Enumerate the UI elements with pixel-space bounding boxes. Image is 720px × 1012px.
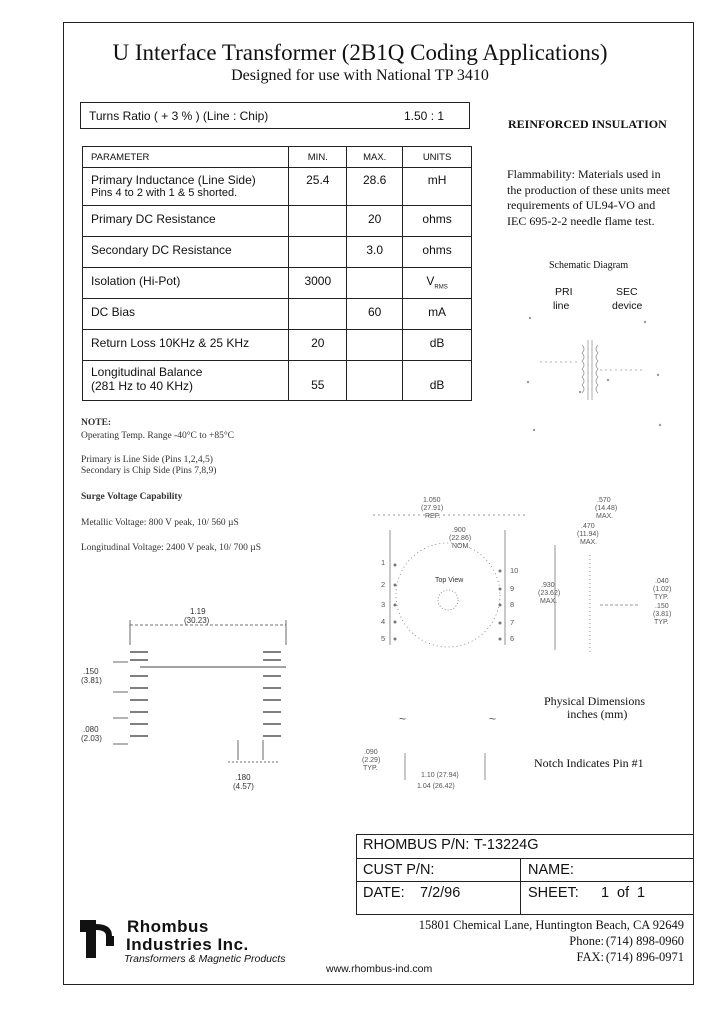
- dim-570-max: MAX.: [596, 513, 614, 520]
- header-parameter: PARAMETER: [83, 147, 289, 168]
- min-value: 25.4: [289, 168, 347, 206]
- units-value: ohms: [403, 206, 472, 237]
- notch-label: Notch Indicates Pin #1: [534, 756, 644, 770]
- header-max: MAX.: [347, 147, 403, 168]
- table-row: [83, 299, 472, 330]
- dim-470-mm: (11.94): [577, 531, 599, 538]
- dim-090-mm: (2.29): [362, 757, 381, 764]
- dim-119: 1.19: [190, 607, 206, 616]
- dim-1050-ref: REF.: [425, 513, 441, 520]
- units-value: mA: [403, 299, 472, 330]
- min-value: 55: [289, 361, 347, 401]
- phone-number: (714) 898-0960: [605, 934, 684, 948]
- pin-label-right: 7: [510, 618, 515, 627]
- pin-label-right: 8: [510, 600, 515, 609]
- max-value: 60: [347, 299, 403, 330]
- surge-metallic: Metallic Voltage: 800 V peak, 10/ 560 µS: [81, 518, 239, 528]
- fax-label: FAX:: [576, 950, 604, 964]
- dim-1050: 1.050: [423, 497, 441, 504]
- min-value: 3000: [289, 268, 347, 299]
- table-row: [83, 206, 472, 237]
- dim-930-max: MAX.: [540, 598, 558, 605]
- turns-ratio-box: [80, 102, 470, 129]
- rhombus-logo-icon: [78, 918, 120, 960]
- wavy-mark-icon: ~: [489, 712, 497, 726]
- max-value: [347, 361, 403, 401]
- dim-040: .040: [655, 578, 669, 585]
- note-primary: Primary is Line Side (Pins 1,2,4,5): [81, 455, 213, 465]
- max-value: [347, 330, 403, 361]
- dim-080: .080: [83, 725, 99, 734]
- units-value: ohms: [403, 237, 472, 268]
- schematic-pri-sub: line: [553, 300, 570, 312]
- max-value: 3.0: [347, 237, 403, 268]
- dim-900-nom: NOM.: [452, 543, 471, 550]
- cust-pn-label: CUST P/N:: [363, 862, 435, 878]
- rhombus-pn-value: T-13224G: [474, 837, 539, 853]
- dim-040-typ: TYP.: [654, 594, 669, 601]
- pin-label-left: 5: [381, 634, 386, 643]
- divider: [520, 858, 521, 915]
- table-row: [83, 237, 472, 268]
- side-view-drawing: [78, 600, 308, 795]
- table-row: [83, 330, 472, 361]
- date-label: DATE:: [363, 885, 405, 901]
- units-value: dB: [403, 330, 472, 361]
- sheet-of: of: [617, 885, 630, 901]
- dim-470: .470: [581, 523, 595, 530]
- note-temp: Operating Temp. Range -40°C to +85°C: [81, 431, 235, 441]
- spec-header-row: [83, 147, 472, 168]
- dim-930: .930: [541, 582, 555, 589]
- units-sub: RMS: [434, 284, 448, 291]
- schematic-sec-sub: device: [612, 300, 643, 312]
- param-name: Longitudinal Balance: [91, 365, 203, 379]
- units-value: dB: [403, 361, 472, 401]
- company-name-1: Rhombus: [127, 917, 209, 936]
- note-heading: NOTE:: [81, 418, 112, 428]
- pin-label-left: 3: [381, 600, 386, 609]
- pin-label-right: 10: [510, 566, 519, 575]
- param-name: Primary Inductance (Line Side): [91, 173, 256, 187]
- dim-110: 1.10 (27.94): [421, 772, 459, 779]
- units-value: mH: [403, 168, 472, 206]
- dim-119-mm: (30.23): [184, 616, 210, 625]
- dim-104: 1.04 (26.42): [417, 783, 455, 790]
- dim-570: .570: [597, 497, 611, 504]
- insulation-heading: REINFORCED INSULATION: [508, 117, 667, 131]
- dim-930-mm: (23.62): [538, 590, 561, 597]
- dim-150-mm: (3.81): [81, 676, 102, 685]
- top-view-label: Top View: [435, 577, 464, 584]
- header-units: UNITS: [403, 147, 472, 168]
- max-value: 28.6: [347, 168, 403, 206]
- param-name: Isolation (Hi-Pot): [83, 268, 289, 299]
- table-row: [83, 268, 472, 299]
- dim-900-mm: (22.86): [449, 535, 472, 542]
- dim-090: .090: [364, 749, 378, 756]
- min-value: [289, 237, 347, 268]
- units-label: inches (mm): [567, 707, 628, 721]
- name-label: NAME:: [528, 862, 574, 878]
- company-address: 15801 Chemical Lane, Huntington Beach, CA 92649: [418, 918, 684, 932]
- dim-090-typ: TYP.: [363, 765, 378, 772]
- turns-ratio-label: Turns Ratio ( + 3 % ) (Line : Chip): [89, 109, 269, 123]
- schematic-sec-label: SEC: [616, 286, 638, 298]
- rhombus-pn-label: RHOMBUS P/N:: [363, 837, 470, 853]
- company-name-2: Industries Inc.: [126, 935, 249, 954]
- divider: [356, 881, 694, 882]
- dim-080-mm: (2.03): [81, 734, 102, 743]
- max-value: [347, 268, 403, 299]
- page-subtitle: Designed for use with National TP 3410: [231, 67, 489, 84]
- pin-label-right: 9: [510, 584, 515, 593]
- turns-ratio-value: 1.50 : 1: [404, 109, 445, 123]
- param-name: DC Bias: [83, 299, 289, 330]
- sheet-number: 1: [601, 885, 610, 901]
- dim-150b-typ: TYP.: [654, 619, 669, 626]
- phone-label: Phone:: [569, 934, 604, 948]
- param-detail: (281 Hz to 40 KHz): [91, 379, 194, 393]
- fax-number: (714) 896-0971: [605, 950, 684, 964]
- date-value: 7/2/96: [420, 885, 461, 901]
- wavy-mark-icon: ~: [399, 712, 407, 726]
- param-name: Return Loss 10KHz & 25 KHz: [83, 330, 289, 361]
- schematic-pri-label: PRI: [555, 286, 573, 298]
- dim-1050-mm: (27.91): [421, 505, 444, 512]
- physical-dimensions-label: Physical Dimensions: [544, 694, 645, 708]
- website-link[interactable]: www.rhombus-ind.com: [326, 963, 433, 975]
- dim-470-max: MAX.: [580, 539, 598, 546]
- divider: [356, 858, 694, 859]
- param-detail: Pins 4 to 2 with 1 & 5 shorted.: [91, 187, 238, 199]
- dim-150b-mm: (3.81): [653, 611, 672, 618]
- sheet-total: 1: [637, 885, 646, 901]
- min-value: [289, 299, 347, 330]
- surge-heading: Surge Voltage Capability: [81, 492, 183, 502]
- header-min: MIN.: [289, 147, 347, 168]
- schematic-title: Schematic Diagram: [549, 260, 629, 271]
- top-view-drawing: [355, 495, 685, 795]
- page-title: U Interface Transformer (2B1Q Coding Applications): [112, 40, 608, 65]
- dim-150b: .150: [655, 603, 669, 610]
- table-row: [83, 361, 472, 401]
- dim-570-mm: (14.48): [595, 505, 618, 512]
- dim-040-mm: (1.02): [653, 586, 672, 593]
- flammability-text: Flammability: Materials used in the production of these units meet requirements of UL94-VO and IEC 695-2-2 needle flame test.: [507, 167, 670, 228]
- dim-150: .150: [83, 667, 99, 676]
- dim-180: .180: [235, 773, 251, 782]
- pin-label-left: 4: [381, 617, 386, 626]
- surge-longitudinal: Longitudinal Voltage: 2400 V peak, 10/ 700 µS: [81, 543, 261, 553]
- sheet-label: SHEET:: [528, 885, 579, 901]
- min-value: 20: [289, 330, 347, 361]
- note-secondary: Secondary is Chip Side (Pins 7,8,9): [81, 466, 217, 476]
- company-tagline: Transformers & Magnetic Products: [124, 953, 286, 965]
- spec-table: [82, 146, 472, 401]
- table-row: [83, 168, 472, 206]
- units-value: [403, 268, 472, 299]
- min-value: [289, 206, 347, 237]
- dim-900: .900: [452, 527, 466, 534]
- pin-label-left: 2: [381, 580, 386, 589]
- pin-label-left: 1: [381, 558, 386, 567]
- pin-label-right: 6: [510, 634, 515, 643]
- dim-180-mm: (4.57): [233, 782, 254, 791]
- max-value: 20: [347, 206, 403, 237]
- units-main: V: [426, 274, 435, 288]
- param-name: Secondary DC Resistance: [83, 237, 289, 268]
- schematic-diagram: [520, 310, 670, 435]
- param-name: Primary DC Resistance: [83, 206, 289, 237]
